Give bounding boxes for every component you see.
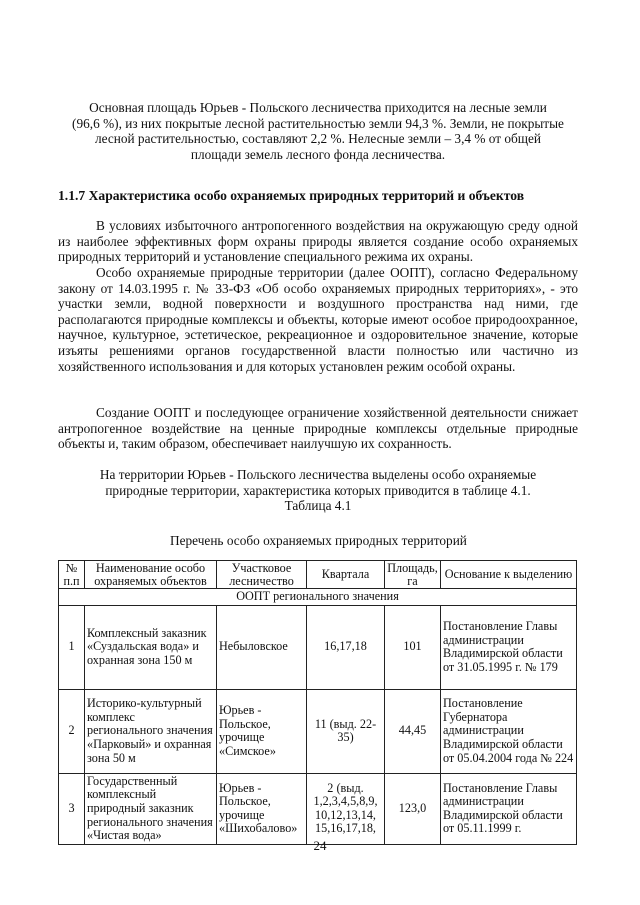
forestry-cell: Юрьев - Польское, урочище «Шихобалово»: [217, 773, 307, 844]
header-cell: № п.п: [59, 561, 85, 589]
intro-paragraph: [58, 100, 578, 162]
table-intro: [58, 467, 578, 514]
num-cell: 3: [59, 773, 85, 844]
name-cell: Историко-культурный комплекс регионального значения «Парковый» и охранная зона 50 м: [85, 689, 217, 773]
area-cell: 44,45: [385, 689, 441, 773]
intro-line: лесной растительностью, составляют 2,2 %. Нелесные земли – 3,4 % от общей: [94, 131, 542, 147]
forestry-cell: Небыловское: [217, 605, 307, 689]
section-title: 1.1.7 Характеристика особо охраняемых природных территорий и объектов: [58, 188, 525, 203]
table-header-row: [59, 561, 577, 589]
table-row: [59, 689, 577, 773]
table-title: Перечень особо охраняемых природных территорий: [170, 533, 467, 548]
intro-line: площади земель лесного фонда лесничества.: [190, 146, 446, 162]
num-cell: 1: [59, 605, 85, 689]
table-group-row: [59, 589, 577, 606]
page-number: 24: [313, 838, 327, 853]
header-cell: Наименование особо охраняемых объектов: [85, 561, 217, 589]
table-row: [59, 605, 577, 689]
name-cell: Государственный комплексный природный заказник регионального значения «Чистая вода»: [85, 773, 217, 844]
intro-line: (96,6 %), из них покрытые лесной растительностью земли 94,3 %. Земли, не покрытые: [72, 115, 564, 131]
name-cell: Комплексный заказник «Суздальская вода» и охранная зона 150 м: [85, 605, 217, 689]
quarters-cell: 11 (выд. 22-35): [307, 689, 385, 773]
basis-cell: Постановление Губернатора администрации Владимирской области от 05.04.2004 года № 224: [441, 689, 577, 773]
area-cell: 123,0: [385, 773, 441, 844]
body-paragraph-2: Особо охраняемые природные территории (далее ООПТ), согласно Федеральному закону от 14.03.1995 г. № 33-ФЗ «Об особо охраняемых природных территориях», - это участки земли, водной поверхности и воздушного пространства над ними, где располагаются природные комплексы и объекты, которые имеют особое природоохранное, научное, культурное, эстетическое, рекреационное и оздоровительное значение, которые изъяты решениями органов государственной власти полностью или частично из хозяйственного использования и для которых установлен режим особой охраны.: [58, 265, 578, 374]
table-intro-line: На территории Юрьев - Польского лесничества выделены особо охраняемые: [99, 467, 537, 482]
body-paragraph-1: В условиях избыточного антропогенного воздействия на окружающую среду одной из наиболее эффективных форм охраны природы является создание особо охраняемых природных территорий и установление специального режима их охраны.: [58, 218, 578, 265]
protected-areas-table: [58, 560, 577, 845]
area-cell: 101: [385, 605, 441, 689]
header-cell: Квартала: [307, 561, 385, 589]
header-cell: Участковое лесничество: [217, 561, 307, 589]
table-label: Таблица 4.1: [284, 498, 352, 514]
quarters-cell: 16,17,18: [307, 605, 385, 689]
basis-cell: Постановление Главы администрации Владимирской области от 05.11.1999 г.: [441, 773, 577, 844]
quarters-cell: 2 (выд. 1,2,3,4,5,8,9, 10,12,13,14, 15,16,17,18,: [307, 773, 385, 844]
table-intro-line: природные территории, характеристика которых приводится в таблице 4.1.: [105, 482, 531, 498]
body-paragraph-3: Создание ООПТ и последующее ограничение хозяйственной деятельности снижает антропогенное воздействие на ценные природные комплексы отдельные природные объекты и, таким образом, обеспечивает наилучшую их сохранность.: [58, 405, 578, 452]
header-cell: Площадь, га: [385, 561, 441, 589]
header-cell: Основание к выделению: [441, 561, 577, 589]
table-row: [59, 773, 577, 844]
group-cell: ООПТ регионального значения: [59, 589, 577, 606]
basis-cell: Постановление Главы администрации Владимирской области от 31.05.1995 г. № 179: [441, 605, 577, 689]
intro-line: Основная площадь Юрьев - Польского лесничества приходится на лесные земли: [89, 100, 547, 115]
forestry-cell: Юрьев - Польское, урочище «Симское»: [217, 689, 307, 773]
num-cell: 2: [59, 689, 85, 773]
